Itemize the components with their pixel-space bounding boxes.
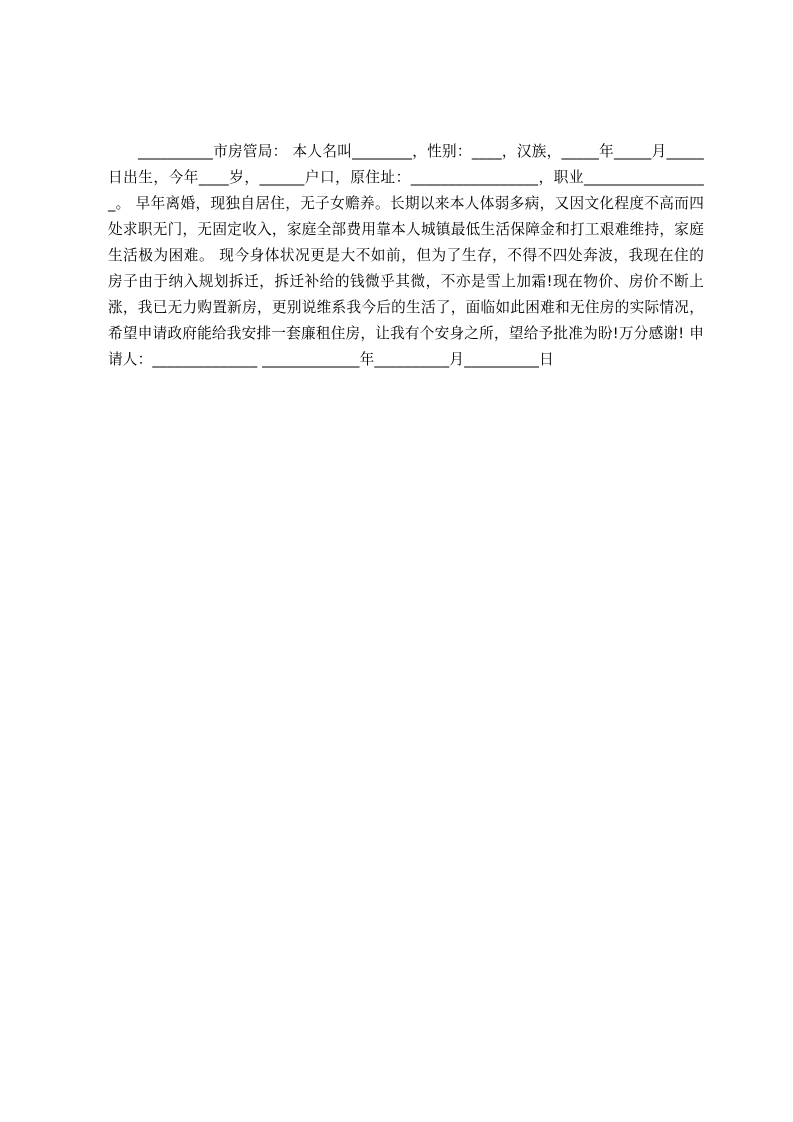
application-letter-body: __________市房管局： 本人名叫________，性别：____，汉族，_____年_____月_____日出生，今年____岁，______户口，原住址：_________________，职业_________________。 早年离婚，现独自居住，无子女赡养。长期以来本人体弱多病，又因文化程度不高而四处求职无门，无固定收入，家庭全部费用靠本人城镇最低生活保障金和打工艰难维持，家庭生活极为困难。 现今身体状况更是大不如前，但为了生存，不得不四处奔波，我现在住的房子由于纳入规划拆迁，拆迁补给的钱微乎其微，不亦是雪上加霜!现在物价、房价不断上涨，我已无力购置新房，更别说维系我今后的生活了，面临如此困难和无住房的实际情况，希望申请政府能给我安排一套廉租住房，让我有个安身之所，望给予批准为盼!万分感谢! 申请人：______________ _____________年__________月__________日	[108, 142, 704, 368]
